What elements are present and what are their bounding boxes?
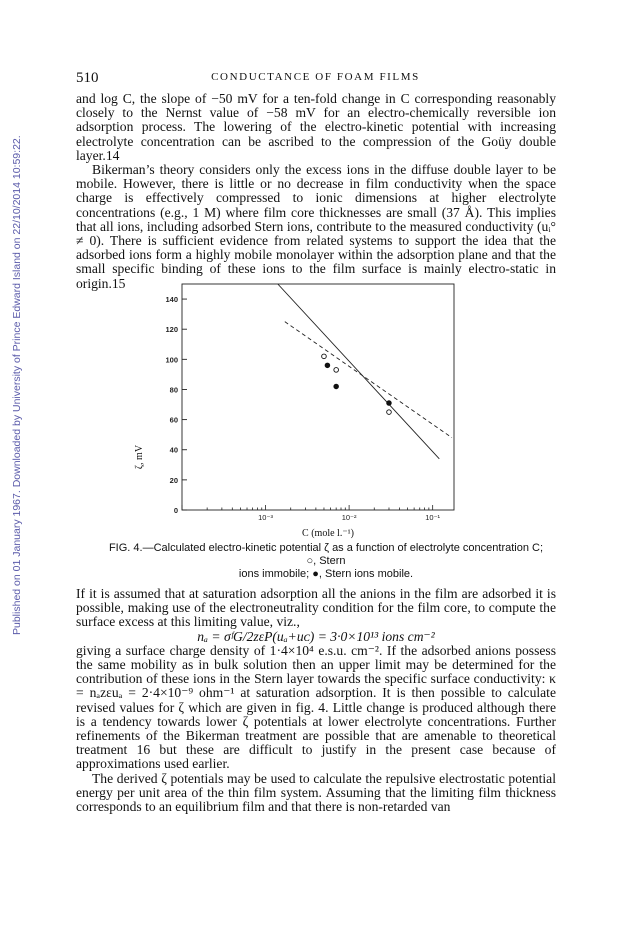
y-axis-label: ζ, mV bbox=[134, 444, 145, 470]
figure-4 bbox=[76, 270, 556, 580]
y-tick-label: 60 bbox=[169, 415, 178, 425]
plot-frame bbox=[182, 284, 454, 510]
body-text-bottom bbox=[76, 587, 556, 814]
y-tick-label: 120 bbox=[165, 325, 178, 335]
paragraph: Bikerman’s theory considers only the excess ions in the diffuse double layer to be mobile. However, there is little or no decrease in film conductivity when the space charge is effectively compressed to ionic dimensions at higher electrolyte concentrations (e.g., 1 M) where film core thicknesses are small (37 Å). This implies that all ions, including adsorbed Stern ions, contribute to the measured conductivity (uᵢ° ≠ 0). There is sufficient evidence from related systems to support the idea that the adsorbed ions form a highly mobile monolayer within the adsorption plane and that the small specific binding of these ions to the film surface is mainly electro-static in origin.15 bbox=[76, 162, 556, 291]
paragraph: The derived ζ potentials may be used to calculate the repulsive electrostatic potential energy per unit area of the thin film system. Assuming that the limiting film thickness corresponds to an equilibrium film and that there is non-retarded van bbox=[76, 770, 556, 815]
open-circle-point bbox=[322, 354, 327, 359]
y-tick-label: 140 bbox=[165, 295, 178, 305]
page-number: 510 bbox=[76, 70, 99, 86]
y-tick-label: 0 bbox=[173, 506, 178, 515]
surface-excess-equation: nₐ = σᶠG/2zεP(uₐ+uᴄ) = 3·0×10¹³ ions cm⁻² bbox=[197, 628, 435, 644]
paragraph: If it is assumed that at saturation adsorption all the anions in the film are adsorbed it is possible, making use of the electroneutrality condition for the film core, to compute the surface excess at this limiting value, viz., bbox=[76, 586, 556, 630]
x-tick-label: 10⁻² bbox=[341, 513, 357, 522]
paragraph: giving a surface charge density of 1·4×10⁴ e.s.u. cm⁻². If the adsorbed anions possess the same mobility as in bulk solution then an upper limit may be determined for the contribution of these ions in the Stern layer towards the specific surface conductivity: κ = nₐzεuₐ = 2·4×10⁻⁹ ohm⁻¹ at saturation adsorption. It is then possible to calculate revised values for ζ which are given in fig. 4. Little change is produced although there is a tendency towards lower ζ potentials at lower electrolyte concentrations. Further refinements of the Bikerman treatment are possible that are amenable to theoretical treatment 16 but these are difficult to justify in the present case because of approximations used earlier. bbox=[76, 642, 556, 772]
figure-caption bbox=[106, 542, 546, 581]
y-tick-label: 20 bbox=[169, 475, 178, 485]
paragraph: and log C, the slope of −50 mV for a ten-fold change in C corresponding reasonably closely to the Nernst value of −58 mV for an electro-chemically reversible ion adsorption process. The lowering of the electro-kinetic potential with increasing electrolyte concentration can be ascribed to the compression of the Goüy double layer.14 bbox=[76, 91, 556, 163]
y-tick-label: 80 bbox=[169, 385, 178, 395]
x-axis-label: C (mole l.⁻¹) bbox=[302, 528, 354, 539]
filled-circle-point bbox=[334, 384, 339, 389]
download-note-text: Published on 01 January 1967. Downloaded by University of Prince Edward Island on 22/10/2014 10:59:22. bbox=[11, 135, 23, 635]
filled-circle-point bbox=[325, 363, 330, 368]
running-title: CONDUCTANCE OF FOAM FILMS bbox=[211, 71, 420, 83]
y-tick-label: 100 bbox=[165, 355, 178, 365]
open-circle-point bbox=[387, 410, 392, 415]
open-circle-point bbox=[334, 368, 339, 373]
download-watermark bbox=[2, 80, 23, 640]
caption-line: ions immobile; ●, Stern ions mobile. bbox=[238, 568, 414, 580]
dashed-fit-line bbox=[285, 322, 452, 438]
body-text-top bbox=[76, 92, 556, 291]
x-tick-label: 10⁻¹ bbox=[425, 513, 441, 522]
zeta-potential-chart bbox=[76, 270, 556, 540]
x-tick-label: 10⁻³ bbox=[258, 513, 273, 522]
solid-fit-line bbox=[278, 284, 440, 459]
caption-line: FIG. 4.—Calculated electro-kinetic potential ζ as a function of electrolyte concentration C; ○, Stern bbox=[108, 542, 544, 567]
y-tick-label: 40 bbox=[169, 445, 178, 455]
filled-circle-point bbox=[387, 401, 392, 406]
